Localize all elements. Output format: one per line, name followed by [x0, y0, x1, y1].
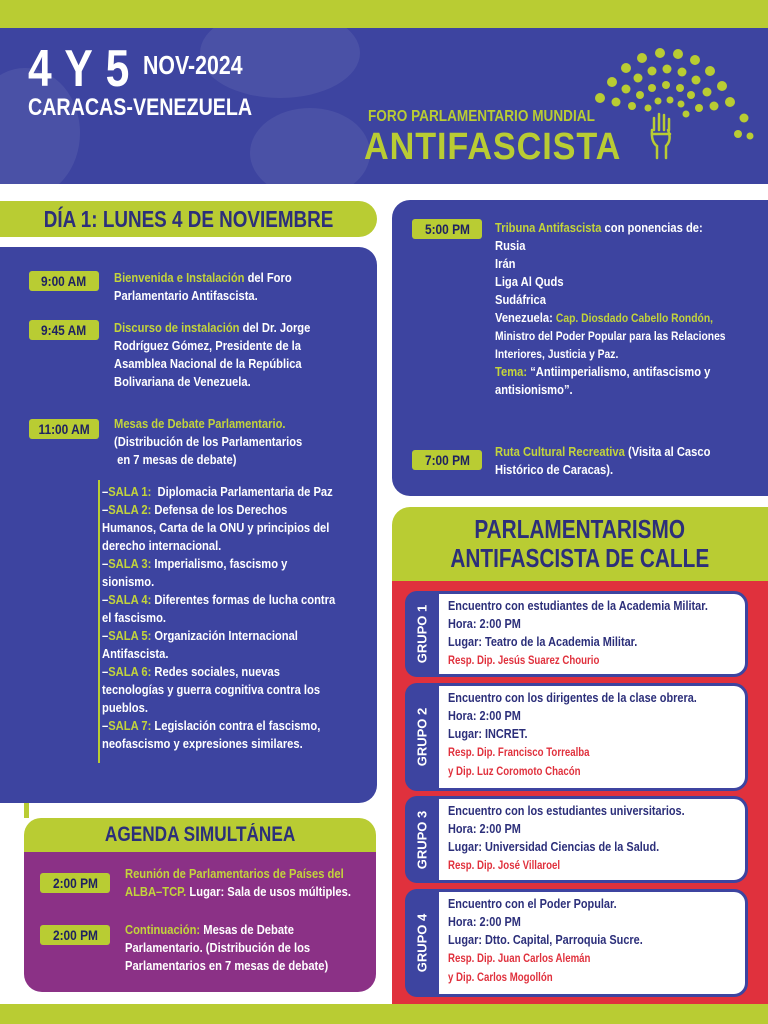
group-responsible: y Dip. Carlos Mogollón	[448, 972, 553, 984]
schedule-entry: Bienvenida e Instalación del Foro Parlamentario Antifascista.	[114, 270, 292, 303]
entry-highlight: Mesas de Debate Parlamentario.	[114, 416, 286, 431]
sala-item: –SALA 7: Legislación contra el fascismo, neofascismo y expresiones similares.	[102, 718, 321, 751]
agenda-connector	[24, 803, 29, 818]
group-responsible: Resp. Dip. Francisco Torrealba	[448, 747, 590, 759]
raised-fist-icon	[648, 110, 676, 160]
group-details: Encuentro con los dirigentes de la clase obrera. Hora: 2:00 PM Lugar: INCRET. Resp. Dip. Francisco Torrealba y Dip. Luz Coromoto Chacón	[448, 690, 697, 778]
forum-subtitle: FORO PARLAMENTARIO MUNDIAL	[368, 108, 595, 125]
group-responsible: Resp. Dip. Jesús Suarez Chourio	[448, 655, 600, 667]
group-tag: GRUPO 3	[405, 796, 439, 883]
group-responsible: y Dip. Luz Coromoto Chacón	[448, 766, 581, 778]
group-tag: GRUPO 2	[405, 683, 439, 791]
time-badge: 11:00 AM	[29, 419, 99, 439]
top-accent-strip	[0, 0, 768, 28]
schedule-entry: Continuación: Mesas de Debate Parlamentario. (Distribución de los Parlamentarios en 7 mesas de debate)	[125, 922, 329, 973]
agenda-title: AGENDA SIMULTÁNEA	[24, 818, 376, 852]
entry-highlight: Reunión de Parlamentarios de Países del	[125, 866, 344, 881]
group-card	[405, 683, 748, 791]
sala-item: –SALA 4: Diferentes formas de lucha contra el fascismo.	[102, 592, 336, 625]
schedule-entry: Discurso de instalación del Dr. Jorge Rodríguez Gómez, Presidente de la Asamblea Nacional de la República Bolivariana de Venezuela.	[114, 320, 311, 389]
event-city: CARACAS-VENEZUELA	[28, 94, 253, 121]
time-badge: 2:00 PM	[40, 873, 110, 893]
event-month: NOV-2024	[143, 50, 243, 80]
entry-highlight: Tribuna Antifascista	[495, 220, 602, 235]
time-badge: 9:00 AM	[29, 271, 99, 291]
group-tag: GRUPO 1	[405, 591, 439, 677]
group-responsible: Resp. Dip. José Villaroel	[448, 860, 561, 872]
bottom-accent-strip	[0, 1004, 768, 1024]
sala-item: –SALA 3: Imperialismo, fascismo y sionismo.	[102, 556, 288, 589]
group-card	[405, 796, 748, 883]
time-badge: 9:45 AM	[29, 320, 99, 340]
entry-highlight: Bienvenida e Instalación	[114, 270, 245, 285]
entry-highlight: Continuación:	[125, 922, 201, 937]
day1-title: DÍA 1: LUNES 4 DE NOVIEMBRE	[0, 201, 377, 237]
group-details: Encuentro con los estudiantes universitarios. Hora: 2:00 PM Lugar: Universidad Ciencias de la Salud. Resp. Dip. José Villaroel	[448, 803, 685, 872]
sala-item: –SALA 6: Redes sociales, nuevas tecnologías y guerra cognitiva contra los pueblos.	[102, 664, 321, 715]
salas-bracket	[98, 480, 100, 763]
entry-highlight: Ruta Cultural Recreativa	[495, 444, 625, 459]
schedule-entry: Reunión de Parlamentarios de Países del ALBA–TCP. Lugar: Sala de usos múltiples.	[125, 866, 351, 899]
group-responsible: Resp. Dip. Juan Carlos Alemán	[448, 953, 591, 965]
schedule-entry: Mesas de Debate Parlamentario. (Distribución de los Parlamentarios en 7 mesas de debate)	[114, 416, 303, 467]
group-card	[405, 591, 748, 677]
time-badge: 5:00 PM	[412, 219, 482, 239]
time-badge: 7:00 PM	[412, 450, 482, 470]
forum-title: ANTIFASCISTA	[364, 126, 622, 168]
group-tag: GRUPO 4	[405, 889, 439, 997]
group-details: Encuentro con estudiantes de la Academia Militar. Hora: 2:00 PM Lugar: Teatro de la Academia Militar. Resp. Dip. Jesús Suarez Chourio	[448, 598, 708, 667]
event-days: 4 Y 5	[28, 40, 131, 98]
salas-list	[102, 483, 364, 753]
time-badge: 2:00 PM	[40, 925, 110, 945]
sala-item: –SALA 1: Diplomacia Parlamentaria de Paz	[102, 484, 333, 499]
decorative-shape	[250, 108, 370, 184]
group-card	[405, 889, 748, 997]
sala-item: –SALA 5: Organización Internacional Antifascista.	[102, 628, 298, 661]
street-parliament-title: PARLAMENTARISMO ANTIFASCISTA DE CALLE	[392, 507, 768, 581]
sala-item: –SALA 2: Defensa de los Derechos Humanos, Carta de la ONU y principios del derecho internacional.	[102, 502, 330, 553]
schedule-entry: Tribuna Antifascista con ponencias de: Rusia Irán Liga Al Quds Sudáfrica Venezuela: Cap. Diosdado Cabello Rondón, Ministro del Poder Popular para las Relaciones Interiores, Justicia y Paz. Tema: “Antiimperialismo, antifascismo y antisionismo”.	[495, 220, 726, 397]
header-banner	[0, 28, 768, 184]
schedule-entry: Ruta Cultural Recreativa (Visita al Casco Histórico de Caracas).	[495, 444, 711, 477]
entry-highlight: Discurso de instalación	[114, 320, 240, 335]
group-details: Encuentro con el Poder Popular. Hora: 2:00 PM Lugar: Dtto. Capital, Parroquia Sucre. Resp. Dip. Juan Carlos Alemán y Dip. Carlos Mogollón	[448, 896, 643, 984]
